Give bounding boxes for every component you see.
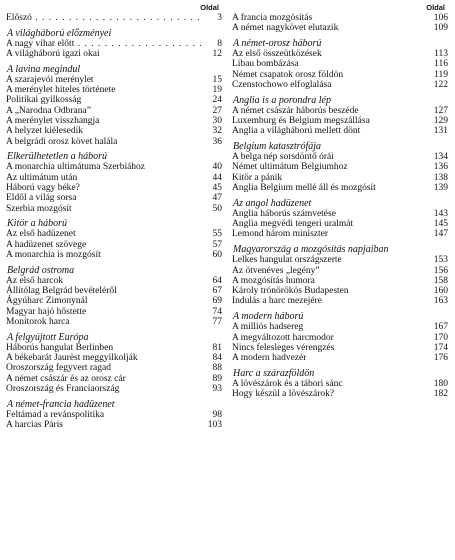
entry-page-number: 44 (202, 173, 222, 183)
entry-title: A helyzet kiélesedik (6, 126, 84, 137)
entry-page-number: 139 (428, 183, 448, 193)
entry-page-number: 64 (202, 276, 222, 286)
entry-title: Feltámad a revánspolitika (6, 409, 105, 420)
entry-title: Indulás a harc mezejére (232, 296, 322, 307)
entry-title: A hadüzenet szövege (6, 239, 87, 250)
entry-page-number: 163 (428, 296, 448, 306)
toc-entry[interactable] (232, 333, 448, 343)
entry-page-number: 93 (202, 384, 222, 394)
entry-title: A világháború igazi okai (6, 49, 100, 60)
entry-title: A harcias Páris (6, 420, 63, 431)
entry-title: A nagy vihar előtt . . . (6, 39, 222, 49)
entry-title: Anglia megvédi tengeri uralmát (232, 219, 354, 230)
section-title: Kitör a háború (7, 218, 68, 230)
entry-title: Ágyúharc Zimonynál (6, 296, 88, 307)
entry-page-number: 88 (202, 363, 222, 373)
toc-list (232, 13, 448, 400)
toc-entry[interactable] (6, 137, 222, 147)
toc-entry[interactable] (6, 317, 222, 327)
entry-page-number: 55 (202, 229, 222, 239)
entry-page-number: 15 (202, 75, 222, 85)
toc-entry[interactable] (232, 219, 448, 229)
toc-entry[interactable] (232, 106, 448, 116)
toc-entry[interactable] (6, 374, 222, 384)
entry-title: Lemond három miniszter (232, 229, 329, 240)
entry-page-number: 106 (428, 13, 448, 23)
toc-entry[interactable] (6, 286, 222, 296)
entry-title: Monitorok harca (6, 317, 70, 328)
toc-entry[interactable] (6, 204, 222, 214)
section-title: Anglia is a porondra lép (233, 94, 331, 106)
toc-entry[interactable] (232, 13, 448, 23)
entry-title: Libau bombázása (232, 59, 299, 70)
toc-entry[interactable] (6, 384, 222, 394)
toc-list (6, 13, 222, 430)
entry-page-number: 167 (428, 322, 448, 332)
entry-title: Anglia a világháború mellett dönt (232, 126, 361, 137)
entry-title: Az ötvenéves „legény” (232, 265, 320, 276)
entry-title: Előszó . . . (6, 13, 222, 23)
entry-page-number: 74 (202, 307, 222, 317)
toc-entry[interactable] (232, 266, 448, 276)
entry-title: A mozgósítás humora (232, 275, 315, 286)
section-title: Harc a szárazföldön (233, 367, 315, 379)
entry-page-number: 77 (202, 317, 222, 327)
toc-entry[interactable] (6, 49, 222, 59)
entry-title: A megváltozott harcmodor (232, 332, 334, 343)
entry-page-number: 36 (202, 137, 222, 147)
entry-title: Hogy készül a lövészárok? (232, 389, 335, 400)
entry-page-number: 131 (428, 126, 448, 136)
toc-entry[interactable] (232, 116, 448, 126)
entry-title: A merénylet hiteles története (6, 85, 116, 96)
entry-page-number: 119 (428, 70, 448, 80)
entry-page-number: 57 (202, 240, 222, 250)
entry-page-number: 8 (202, 39, 222, 49)
toc-entry[interactable] (232, 209, 448, 219)
entry-title: Károly trónörökös Budapesten (232, 286, 349, 297)
toc-entry[interactable] (6, 343, 222, 353)
entry-page-number: 67 (202, 286, 222, 296)
entry-page-number: 3 (202, 13, 222, 23)
toc-entry[interactable] (232, 229, 448, 239)
toc-entry[interactable] (232, 70, 448, 80)
entry-page-number: 103 (202, 420, 222, 430)
entry-title: A német nagykövet elutazik (232, 23, 339, 34)
toc-entry[interactable] (6, 95, 222, 105)
entry-page-number: 19 (202, 85, 222, 95)
entry-page-number: 182 (428, 389, 448, 399)
entry-page-number: 160 (428, 286, 448, 296)
entry-page-number: 109 (428, 23, 448, 33)
entry-title: A lövészárok és a tábori sánc (232, 378, 343, 389)
toc-entry[interactable] (6, 85, 222, 95)
entry-page-number: 143 (428, 209, 448, 219)
toc-entry[interactable] (6, 106, 222, 116)
toc-entry[interactable] (232, 173, 448, 183)
entry-title: Szerbia mozgósít (6, 203, 72, 214)
toc-entry[interactable] (232, 286, 448, 296)
entry-title: Háborús hangulat Berlinben (6, 342, 114, 353)
entry-page-number: 98 (202, 410, 222, 420)
toc-entry[interactable] (232, 183, 448, 193)
entry-page-number: 30 (202, 116, 222, 126)
toc-entry[interactable] (6, 276, 222, 286)
entry-page-number: 156 (428, 266, 448, 276)
toc-entry[interactable] (6, 183, 222, 193)
toc-entry[interactable] (232, 23, 448, 33)
section-title: A lavina megindul (7, 63, 81, 75)
entry-page-number: 27 (202, 106, 222, 116)
entry-page-number: 145 (428, 219, 448, 229)
toc-entry[interactable] (6, 410, 222, 420)
entry-title: Az első összeütközések (232, 49, 322, 60)
toc-entry[interactable] (6, 75, 222, 85)
toc-entry[interactable] (232, 255, 448, 265)
entry-title: Czenstochowo elfoglalása (232, 79, 332, 90)
section-title: A német-francia hadüzenet (7, 398, 115, 410)
entry-title: A belga nép sorsdöntő órái (232, 152, 334, 163)
toc-entry[interactable] (232, 322, 448, 332)
entry-page-number: 84 (202, 353, 222, 363)
entry-page-number: 69 (202, 296, 222, 306)
entry-page-number: 170 (428, 333, 448, 343)
entry-title: Anglia Belgium mellé áll és mozgósít (232, 183, 376, 194)
entry-page-number: 89 (202, 374, 222, 384)
entry-page-number: 147 (428, 229, 448, 239)
toc-entry[interactable] (232, 126, 448, 136)
section-title: A világháború előzményei (7, 27, 112, 39)
toc-entry[interactable] (6, 173, 222, 183)
entry-title: Oroszország fegyvert ragad (6, 363, 111, 374)
entry-title: A monarchia is mozgósít (6, 250, 101, 261)
entry-title: Luxemburg és Belgium megszállása (232, 116, 370, 127)
entry-page-number: 113 (428, 49, 448, 59)
toc-entry[interactable] (232, 80, 448, 90)
toc-entry[interactable] (6, 296, 222, 306)
entry-title: Állítólag Belgrád bevételéről (6, 286, 117, 297)
page-column-header: Oldal (200, 3, 219, 12)
toc-entry[interactable] (6, 162, 222, 172)
entry-title: Német ultimátum Belgiumhoz (232, 162, 348, 173)
section-title: Magyarország a mozgósítás napjaiban (233, 244, 389, 256)
entry-page-number: 158 (428, 276, 448, 286)
entry-title: A milliós hadsereg (232, 322, 304, 333)
entry-title: A szarajevói merénylet (6, 74, 94, 85)
toc-entry[interactable] (232, 296, 448, 306)
entry-title: Német csapatok orosz földön (232, 69, 344, 80)
toc-entry[interactable] (232, 59, 448, 69)
toc-entry[interactable] (6, 39, 222, 49)
toc-entry[interactable] (6, 307, 222, 317)
entry-title: Anglia háborús számvetése (232, 208, 336, 219)
toc-entry[interactable] (6, 126, 222, 136)
entry-page-number: 127 (428, 106, 448, 116)
toc-entry[interactable] (6, 240, 222, 250)
entry-title: A „Narodna Odbrana” (6, 105, 91, 116)
entry-title: A belgrádi orosz követ halála (6, 136, 118, 147)
entry-page-number: 138 (428, 173, 448, 183)
entry-title: A békebarát Jaurèst meggyilkolják (6, 353, 138, 364)
entry-title: A német császár háborús beszéde (232, 105, 359, 116)
toc-entry[interactable] (6, 193, 222, 203)
toc-entry[interactable] (6, 229, 222, 239)
entry-page-number: 60 (202, 250, 222, 260)
entry-page-number: 81 (202, 343, 222, 353)
section-title: Az angol hadüzenet (233, 197, 312, 209)
entry-title: Magyar hajó hőstette (6, 306, 87, 317)
entry-page-number: 47 (202, 193, 222, 203)
entry-page-number: 24 (202, 95, 222, 105)
entry-title: Oroszország és Franciaország (6, 384, 120, 395)
entry-title: Nincs felesleges vérengzés (232, 342, 335, 353)
entry-page-number: 174 (428, 343, 448, 353)
entry-page-number: 134 (428, 152, 448, 162)
entry-title: A modern hadvezér (232, 353, 307, 364)
toc-entry[interactable] (6, 363, 222, 373)
toc-entry[interactable] (232, 353, 448, 363)
entry-title: A francia mozgósítás (232, 13, 313, 23)
entry-page-number: 122 (428, 80, 448, 90)
entry-page-number: 40 (202, 162, 222, 172)
entry-page-number: 50 (202, 204, 222, 214)
toc-entry[interactable] (6, 250, 222, 260)
entry-page-number: 180 (428, 379, 448, 389)
toc-entry[interactable] (232, 49, 448, 59)
toc-entry[interactable] (232, 276, 448, 286)
entry-page-number: 176 (428, 353, 448, 363)
entry-page-number: 116 (428, 59, 448, 69)
entry-title: A merénylet visszhangja (6, 116, 100, 127)
section-title: Belgrád ostroma (7, 264, 75, 276)
toc-entry[interactable] (6, 420, 222, 430)
entry-title: Az első harcok (6, 275, 63, 286)
toc-entry[interactable] (6, 353, 222, 363)
entry-title: Lelkes hangulat országszerte (232, 255, 342, 266)
toc-entry[interactable] (232, 379, 448, 389)
entry-page-number: 129 (428, 116, 448, 126)
entry-page-number: 153 (428, 255, 448, 265)
section-title: Elkerülhetetlen a háború (7, 151, 107, 163)
entry-page-number: 12 (202, 49, 222, 59)
entry-page-number: 136 (428, 162, 448, 172)
toc-entry[interactable] (232, 389, 448, 399)
section-title: Belgium katasztrófája (233, 141, 322, 153)
section-title: A felgyújtott Európa (7, 331, 89, 343)
toc-entry[interactable] (232, 343, 448, 353)
toc-entry[interactable] (232, 162, 448, 172)
entry-title: Politikai gyilkosság (6, 95, 82, 106)
toc-entry[interactable] (6, 13, 222, 23)
entry-page-number: 45 (202, 183, 222, 193)
section-title: A modern háború (233, 311, 304, 323)
entry-title: Kitör a pánik (232, 172, 283, 183)
entry-title: Az első hadüzenet (6, 229, 76, 240)
toc-entry[interactable] (6, 116, 222, 126)
entry-page-number: 32 (202, 126, 222, 136)
entry-title: Háború vagy béke? (6, 183, 80, 194)
section-title: A német-orosz háború (233, 38, 322, 50)
entry-title: Eldől a világ sorsa (6, 193, 77, 204)
entry-title: Az ultimátum után (6, 172, 78, 183)
entry-title: A német császár és az orosz cár (6, 373, 126, 384)
entry-title: A monarchia ultimátuma Szerbiához (6, 162, 146, 173)
toc-entry[interactable] (232, 152, 448, 162)
page-column-header: Oldal (426, 3, 445, 12)
